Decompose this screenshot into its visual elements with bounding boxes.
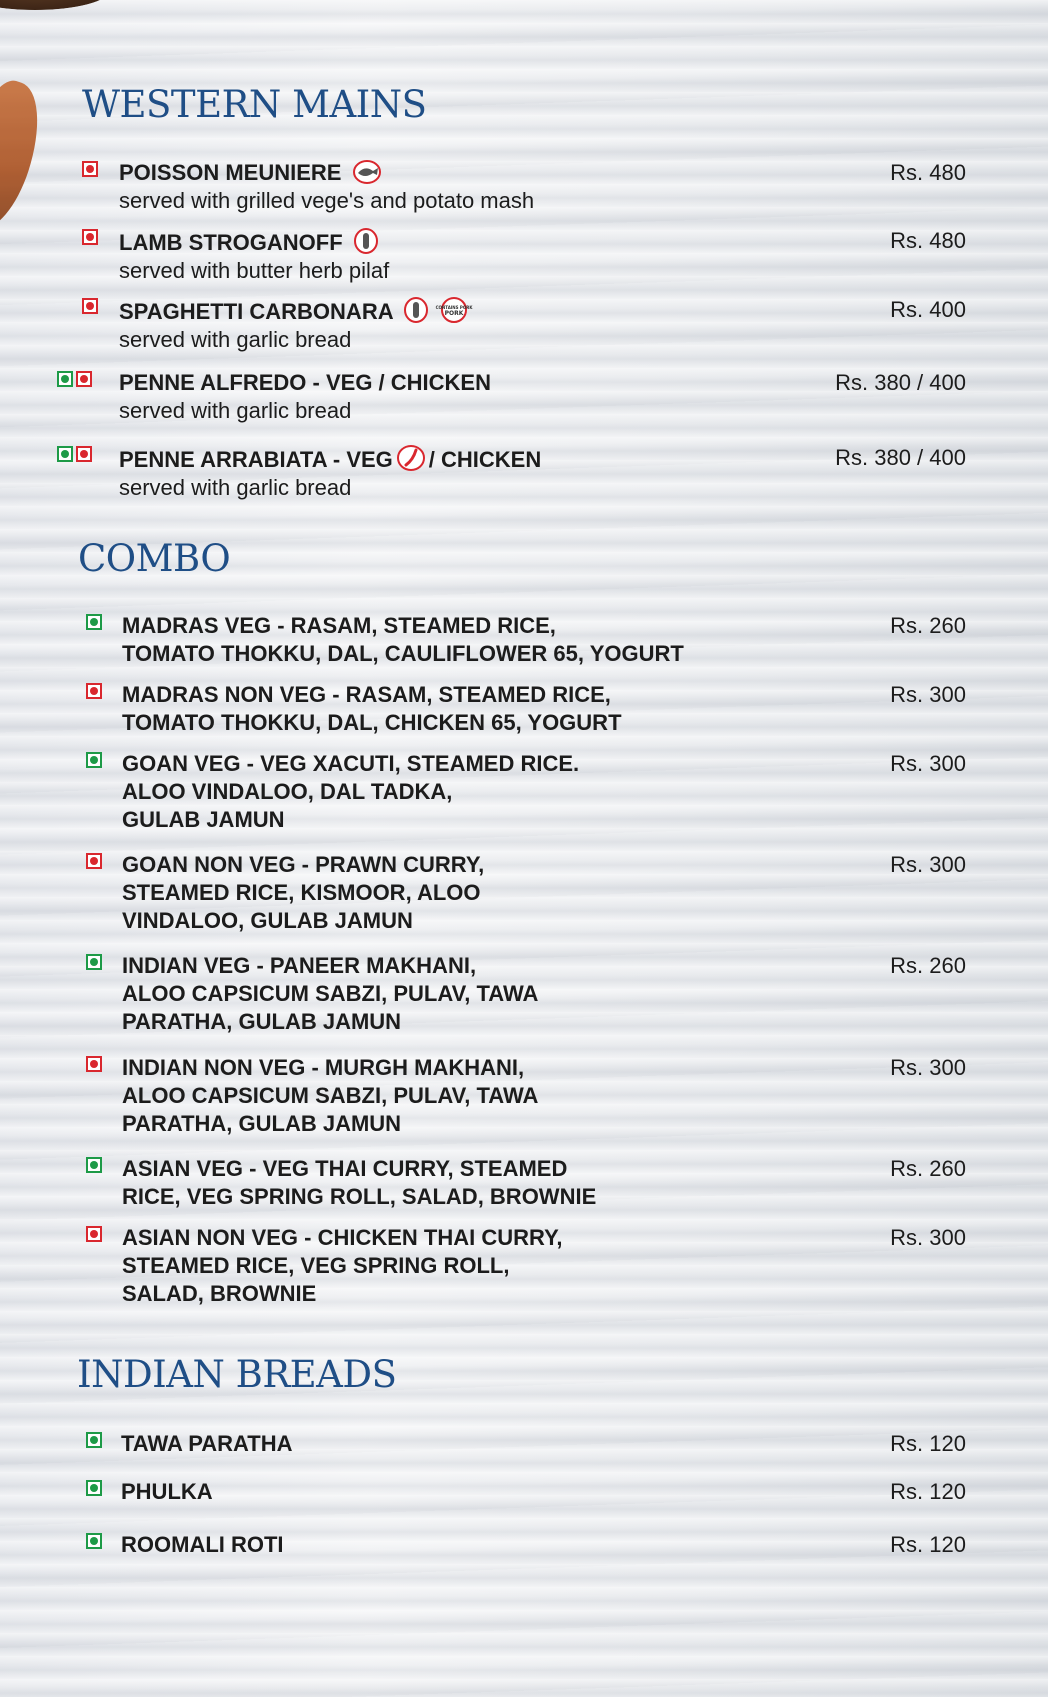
non-veg-mark-icon [76,371,92,387]
non-veg-mark-icon [82,298,98,314]
section-title-indian-breads: INDIAN BREADS [77,1353,397,1396]
item-name: PENNE ARRABIATA - VEG [119,447,393,472]
section-title-combo: COMBO [78,537,231,580]
item-price: Rs. 260 [890,953,966,978]
item-name: PENNE ALFREDO - VEG / CHICKEN [119,370,491,395]
non-veg-mark-icon [86,1056,102,1072]
veg-mark-icon [57,371,73,387]
item-description: served with garlic bread [119,398,352,423]
decorative-plate [0,0,110,10]
item-price: Rs. 260 [890,613,966,638]
non-veg-mark-icon [86,1226,102,1242]
item-description: served with butter herb pilaf [119,258,390,283]
svg-text:CONTAINS PORK: CONTAINS PORK [435,305,473,310]
non-veg-mark-icon [76,446,92,462]
item-price: Rs. 400 [890,297,966,322]
item-price: Rs. 480 [890,228,966,253]
item-price: Rs. 480 [890,160,966,185]
chilli-spicy-icon [395,444,427,472]
veg-mark-icon [86,954,102,970]
item-price: Rs. 300 [890,852,966,877]
veg-mark-icon [57,446,73,462]
item-name: LAMB STROGANOFF [119,230,343,255]
item-description: served with garlic bread [119,475,352,500]
veg-mark-icon [86,752,102,768]
non-veg-mark-icon [86,853,102,869]
fish-icon [352,159,382,185]
item-price: Rs. 120 [890,1532,966,1557]
item-price: Rs. 120 [890,1431,966,1456]
contains-pork-icon [435,296,473,324]
meat-icon [403,296,429,324]
decorative-spice [0,74,54,236]
non-veg-mark-icon [82,161,98,177]
veg-mark-icon [86,1157,102,1173]
item-price: Rs. 260 [890,1156,966,1181]
section-title-western-mains: WESTERN MAINS [82,83,427,126]
item-price: Rs. 300 [890,751,966,776]
lamb-icon [353,227,379,255]
veg-mark-icon [86,1480,102,1496]
item-price: Rs. 300 [890,682,966,707]
item-name: POISSON MEUNIERE [119,160,342,185]
non-veg-mark-icon [82,229,98,245]
item-price: Rs. 380 / 400 [835,370,966,395]
item-name: ROOMALI ROTI [121,1532,284,1557]
item-name-suffix: / CHICKEN [428,447,542,472]
item-description: served with grilled vege's and potato mash [119,188,535,213]
item-price: Rs. 380 / 400 [835,445,966,470]
item-price: Rs. 300 [890,1055,966,1080]
veg-mark-icon [86,1533,102,1549]
non-veg-mark-icon [86,683,102,699]
item-price: Rs. 120 [890,1479,966,1504]
item-description: served with garlic bread [119,327,352,352]
veg-mark-icon [86,1432,102,1448]
item-name: SPAGHETTI CARBONARA [119,299,393,324]
item-name: TAWA PARATHA [121,1431,293,1456]
veg-mark-icon [86,614,102,630]
item-price: Rs. 300 [890,1225,966,1250]
svg-text:PORK: PORK [444,310,464,317]
item-name: PHULKA [121,1479,213,1504]
